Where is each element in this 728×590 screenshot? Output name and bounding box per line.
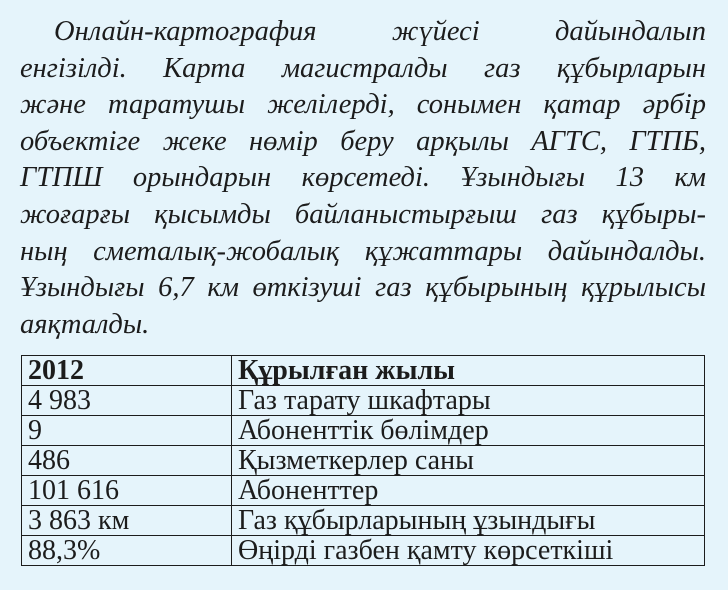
label-cell: Абоненттік бөлімдер <box>232 416 705 446</box>
value-cell: 4 983 <box>22 386 232 416</box>
table-row <box>22 476 705 506</box>
table-row <box>22 506 705 536</box>
label-cell: Газ тарату шкафтары <box>232 386 705 416</box>
paragraph-line: жоғарғы қысымды байланыстырғыш газ құбыры- <box>20 198 706 230</box>
value-cell: 486 <box>22 446 232 476</box>
value-cell: 101 616 <box>22 476 232 506</box>
paragraph-line: Ұзындығы 6,7 км өткізуші газ құбырының құрылысы <box>20 272 706 304</box>
header-title-cell: Құрылған жылы <box>232 356 705 386</box>
body-paragraph <box>20 14 706 343</box>
value-cell: 3 863 км <box>22 506 232 536</box>
table-row <box>22 386 705 416</box>
paragraph-line: объектіге жеке нөмір беру арқылы АГТС, ГТПБ, <box>20 125 706 157</box>
value-cell: 9 <box>22 416 232 446</box>
paragraph-line: аяқталды. <box>20 308 150 340</box>
table-row <box>22 416 705 446</box>
paragraph-line: ГТПШ орындарын көрсетеді. Ұзындығы 13 км <box>20 162 706 194</box>
table-header-row <box>22 356 705 386</box>
statistics-table <box>21 355 705 566</box>
label-cell: Абоненттер <box>232 476 705 506</box>
value-cell: 88,3% <box>22 536 232 566</box>
paragraph-line: Онлайн-картография жүйесі дайындалып <box>54 16 706 47</box>
table-row <box>22 446 705 476</box>
table-row <box>22 536 705 566</box>
header-year-cell: 2012 <box>22 356 232 386</box>
label-cell: Газ құбырларының ұзындығы <box>232 506 705 536</box>
paragraph-line: ның сметалық-жобалық құжаттары дайындалды. <box>20 235 706 267</box>
label-cell: Қызметкерлер саны <box>232 446 705 476</box>
paragraph-line: және таратушы желілерді, сонымен қатар әрбір <box>20 89 706 121</box>
label-cell: Өңірді газбен қамту көрсеткіші <box>232 536 705 566</box>
paragraph-line: енгізілді. Карта магистралды газ құбырларын <box>20 52 706 84</box>
